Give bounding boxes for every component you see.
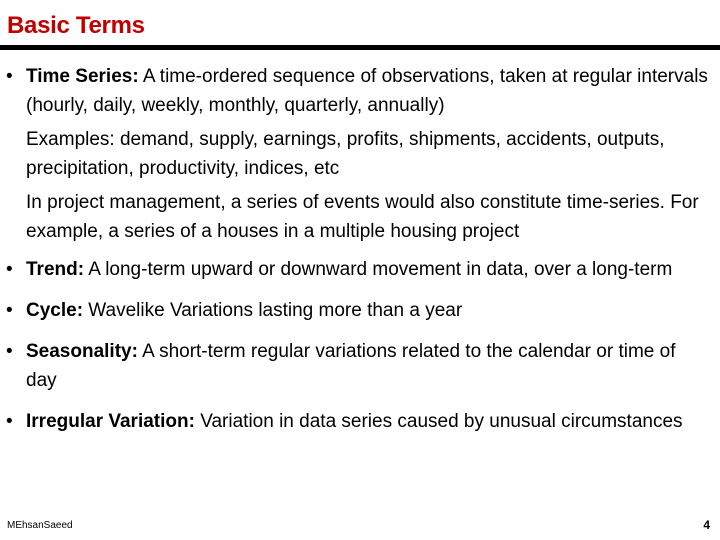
definition-cycle: Wavelike Variations lasting more than a year bbox=[83, 300, 463, 321]
bullet-dot-icon: • bbox=[6, 411, 13, 432]
bullet-time-series bbox=[0, 62, 710, 120]
bullet-trend bbox=[0, 255, 710, 284]
bullet-dot-icon: • bbox=[6, 341, 13, 362]
definition-irregular-variation: Variation in data series caused by unusual circumstances bbox=[194, 411, 683, 432]
bullet-dot-icon: • bbox=[6, 259, 13, 280]
bullet-irregular-variation bbox=[0, 407, 710, 436]
bullet-cycle bbox=[0, 296, 710, 325]
term-trend: Trend: bbox=[26, 259, 85, 280]
bullet-dot-icon: • bbox=[6, 300, 13, 321]
bullet-seasonality bbox=[0, 337, 710, 395]
term-time-series: Time Series: bbox=[26, 66, 139, 87]
slide-body bbox=[0, 62, 720, 436]
definition-trend: A long-term upward or downward movement in data, over a long-term bbox=[84, 259, 673, 280]
title-divider bbox=[0, 45, 720, 50]
examples-paragraph: Examples: demand, supply, earnings, profits, shipments, accidents, outputs, precipitation, productivity, indices, etc bbox=[26, 129, 665, 179]
page-number: 4 bbox=[703, 518, 710, 532]
definition-time-series: A time-ordered sequence of observations, taken at regular intervals (hourly, daily, weekly, monthly, quarterly, annually) bbox=[26, 66, 708, 116]
footer-author: MEhsanSaeed bbox=[7, 520, 73, 531]
bullet-dot-icon: • bbox=[6, 66, 13, 87]
term-cycle: Cycle: bbox=[26, 300, 84, 321]
term-irregular-variation: Irregular Variation: bbox=[26, 411, 195, 432]
slide-title: Basic Terms bbox=[7, 12, 145, 39]
definition-seasonality: A short-term regular variations related to the calendar or time of day bbox=[26, 341, 676, 391]
term-seasonality: Seasonality: bbox=[26, 341, 138, 362]
project-management-paragraph: In project management, a series of events would also constitute time-series. For example, a series of a houses in a multiple housing project bbox=[26, 192, 699, 242]
